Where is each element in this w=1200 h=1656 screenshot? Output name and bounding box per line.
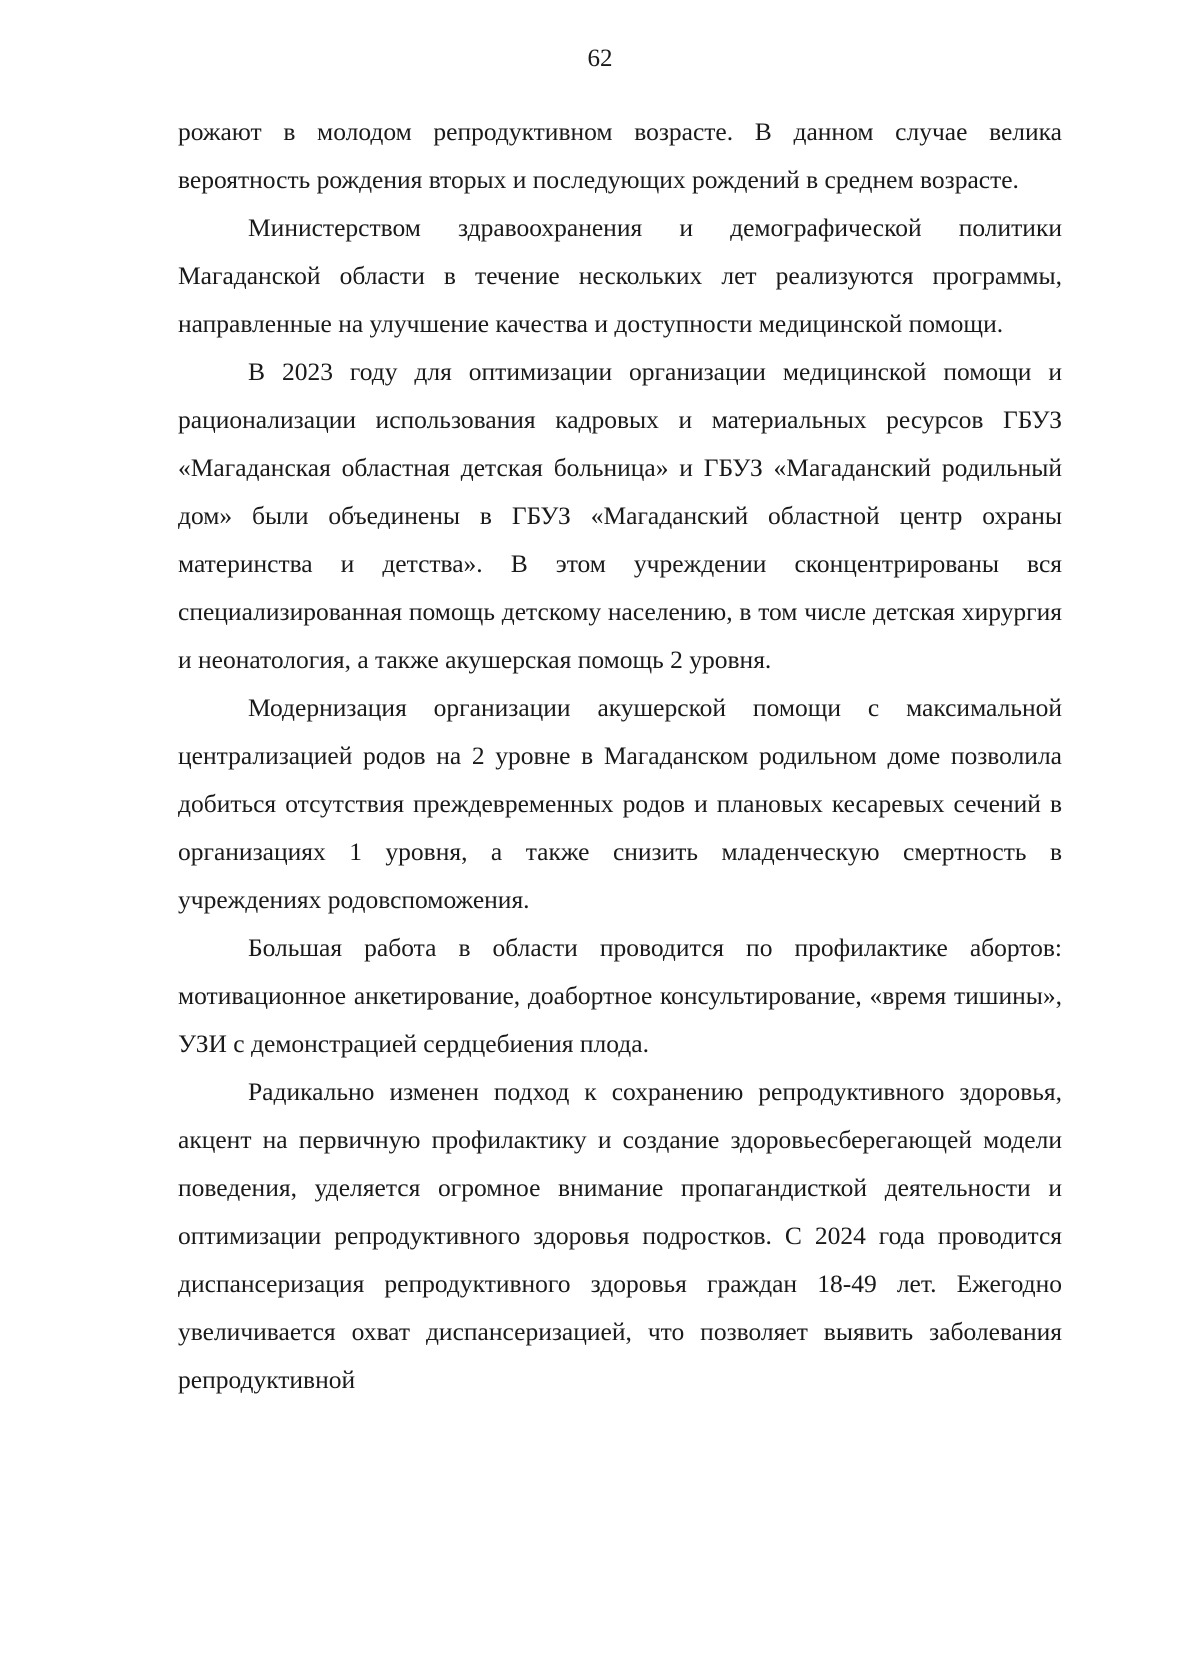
paragraph-abortion-prevention: Большая работа в области проводится по профилактике абортов: мотивационное анкетирование, доабортное консультирование, «время тишины», УЗИ с демонстрацией сердцебиения плода. <box>178 933 1062 1058</box>
paragraph-obstetric-modernization: Модернизация организации акушерской помощи с максимальной централизацией родов на 2 уровне в Магаданском родильном доме позволила добиться отсутствия преждевременных родов и плановых кесаревых сечений в организациях 1 уровня, а также снизить младенческую смертность в учреждениях родовспоможения. <box>178 693 1062 914</box>
document-body <box>178 108 1062 1404</box>
paragraph-2023-merger: В 2023 году для оптимизации организации медицинской помощи и рационализации использования кадровых и материальных ресурсов ГБУЗ «Магаданская областная детская больница» и ГБУЗ «Магаданский родильный дом» были объединены в ГБУЗ «Магаданский областной центр охраны материнства и детства». В этом учреждении сконцентрированы вся специализированная помощь детскому населению, в том числе детская хирургия и неонатология, а также акушерская помощь 2 уровня. <box>178 357 1062 674</box>
paragraph-reproductive-health: Радикально изменен подход к сохранению репродуктивного здоровья, акцент на первичную профилактику и создание здоровьесберегающей модели поведения, уделяется огромное внимание пропагандисткой деятельности и оптимизации репродуктивного здоровья подростков. С 2024 года проводится диспансеризация репродуктивного здоровья граждан 18-49 лет. Ежегодно увеличивается охват диспансеризацией, что позволяет выявить заболевания репродуктивной <box>178 1077 1062 1394</box>
paragraph-continuation: рожают в молодом репродуктивном возрасте. В данном случае велика вероятность рождения вторых и последующих рождений в среднем возрасте. <box>178 117 1062 194</box>
page-number: 62 <box>587 45 613 72</box>
paragraph-ministry-programs: Министерством здравоохранения и демографической политики Магаданской области в течение нескольких лет реализуются программы, направленные на улучшение качества и доступности медицинской помощи. <box>178 213 1062 338</box>
